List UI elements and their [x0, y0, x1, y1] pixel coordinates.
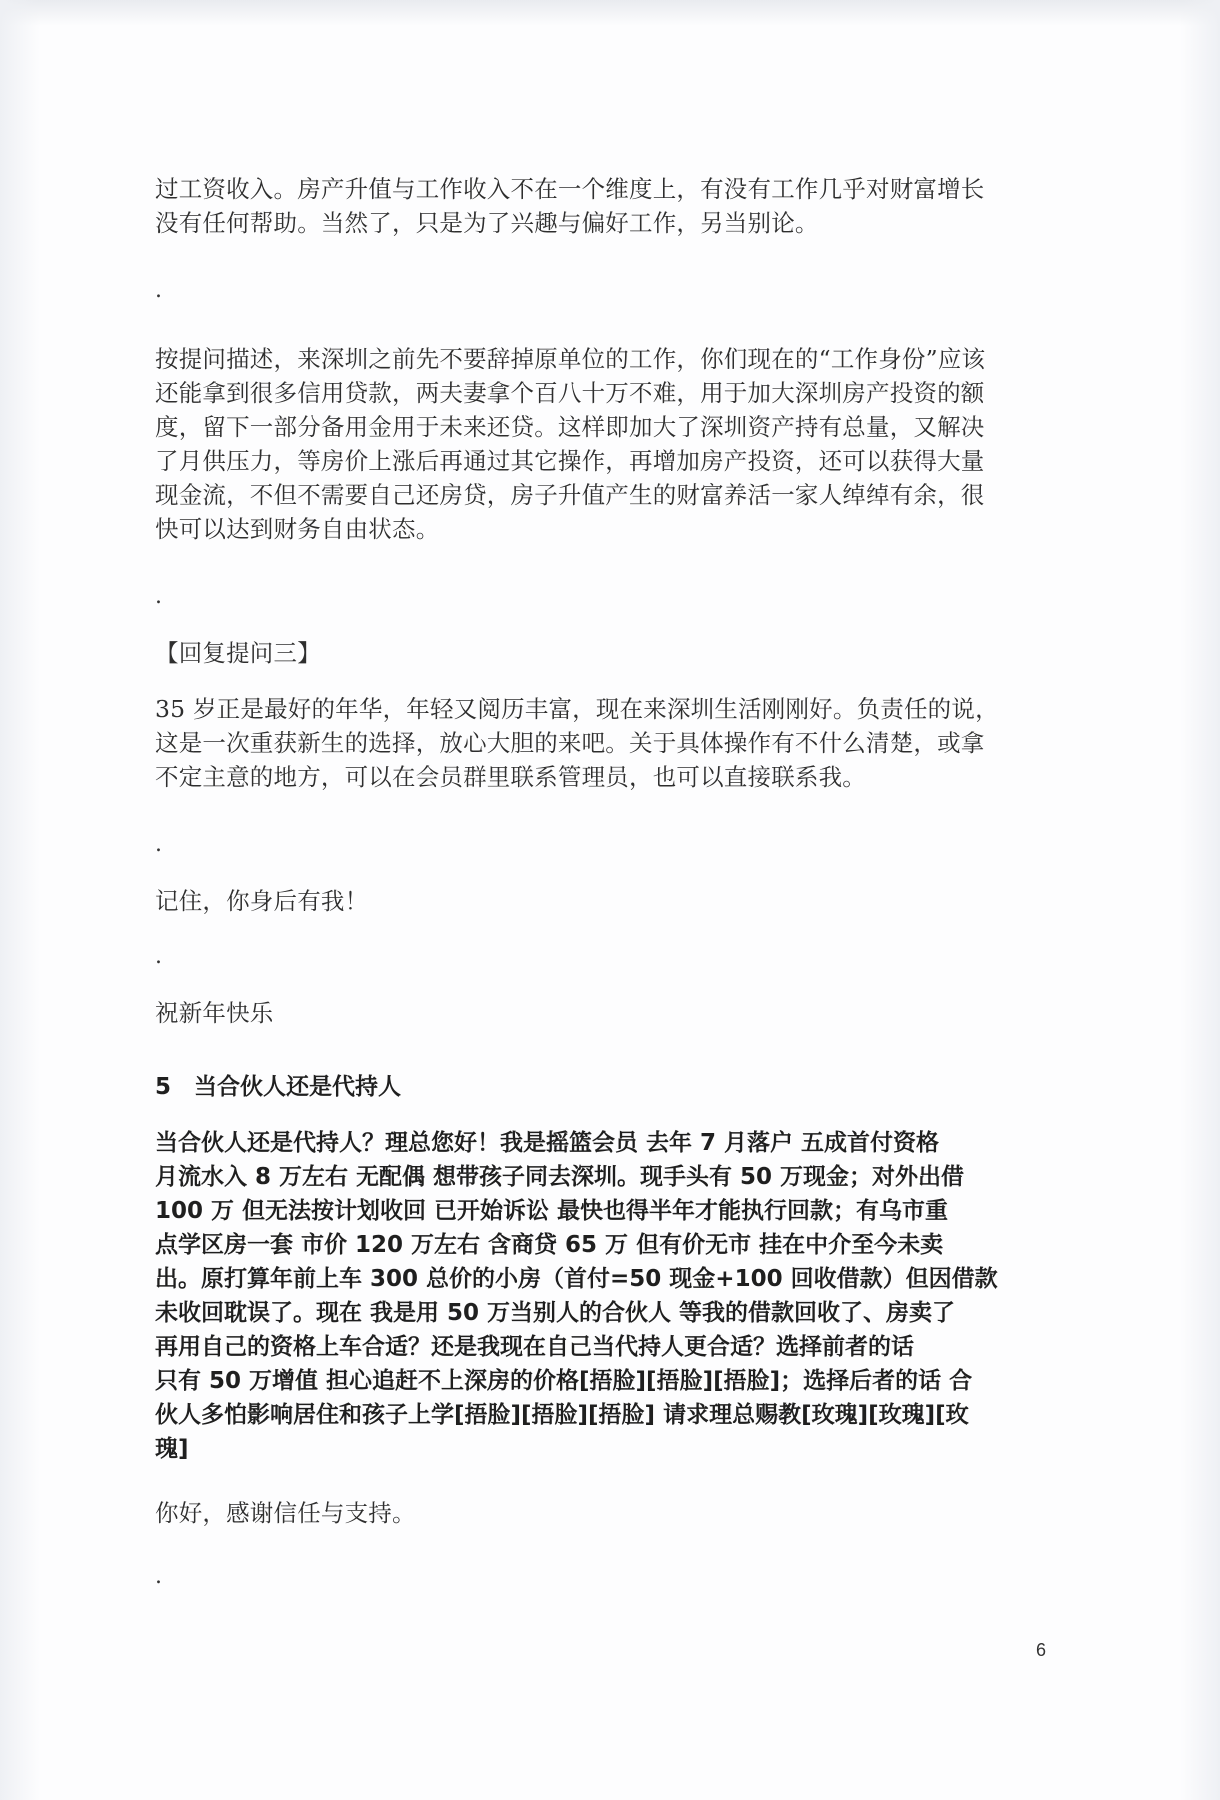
separator-dot: .	[155, 584, 162, 609]
scan-edge-right	[1180, 0, 1220, 1800]
page-number: 6	[1036, 1640, 1047, 1660]
scan-edge-top	[0, 0, 1220, 26]
paragraph-reply-three: 35 岁正是最好的年华，年轻又阅历丰富，现在来深圳生活刚刚好。负责任的说， 这是一次重获新生的选择，放心大胆的来吧。关于具体操作有不什么清楚，或拿 不定主意的地方，可以在会员群里联系管理员，也可以直接联系我。	[155, 695, 999, 791]
document-body	[155, 172, 1055, 1594]
scan-edge-left	[0, 0, 40, 1800]
separator-dot: .	[155, 1564, 162, 1589]
paragraph-advice: 按提问描述，来深圳之前先不要辞掉原单位的工作，你们现在的“工作身份”应该 还能拿到很多信用贷款，两夫妻拿个百八十万不难，用于加大深圳房产投资的额 度，留下一部分备用金用于未来还贷。这样即加大了深圳资产持有总量，又解决 了月供压力，等房价上涨后再通过其它操作，再增加房产投资，还可以获得大量 现金流，不但不需要自己还房贷，房子升值产生的财富养活一家人绰绰有余，很 快可以达到财务自由状态。	[155, 345, 986, 543]
question-block: 当合伙人还是代持人？理总您好！我是摇篮会员 去年 7 月落户 五成首付资格 月流水入 8 万左右 无配偶 想带孩子同去深圳。现手头有 50 万现金；对外出借 100 万 但无法按计划收回 已开始诉讼 最快也得半年才能执行回款；有乌市重 点学区房一套 市价 120 万左右 含商贷 65 万 但有价无市 挂在中介至今未卖 出。原打算年前上车 300 总价的小房（首付=50 现金+100 回收借款）但因借款 未收回耽误了。现在 我是用 50 万当别人的合伙人 等我的借款回收了、房卖了 再用自己的资格上车合适？还是我现在自己当代持人更合适？选择前者的话 只有 50 万增值 担心追赶不上深房的价格[捂脸][捂脸][捂脸]；选择后者的话 合 伙人多怕影响居住和孩子上学[捂脸][捂脸][捂脸] 请求理总赐教[玫瑰][玫瑰][玫 瑰]	[155, 1130, 998, 1462]
reply-heading: 【回复提问三】	[155, 639, 321, 667]
section-heading: 5 当合伙人还是代持人	[155, 1074, 402, 1100]
separator-dot: .	[155, 832, 162, 857]
answer-opening: 你好，感谢信任与支持。	[155, 1499, 416, 1527]
paragraph-remember: 记住，你身后有我！	[155, 887, 369, 915]
paragraph-new-year: 祝新年快乐	[155, 999, 274, 1027]
paragraph-income: 过工资收入。房产升值与工作收入不在一个维度上，有没有工作几乎对财富增长 没有任何帮助。当然了，只是为了兴趣与偏好工作，另当别论。	[155, 175, 985, 237]
separator-dot: .	[155, 278, 162, 303]
separator-dot: .	[155, 944, 162, 969]
